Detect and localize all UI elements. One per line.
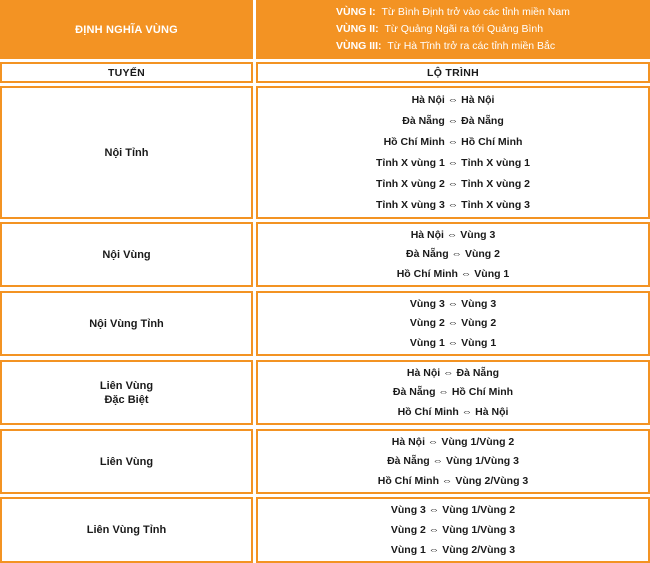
route-group-name [0,497,253,563]
route-group-name [0,360,253,425]
route-group-label: Liên Vùng [99,455,154,468]
route-item: Vùng 3 ⇔ Vùng 3 [409,297,497,310]
route-group-label: Nội Vùng Tỉnh [89,317,164,330]
route-item: Hồ Chí Minh ⇔ Vùng 2/Vùng 3 [377,475,529,488]
route-item: Đà Nẵng ⇔ Hồ Chí Minh [392,386,514,399]
route-item: Vùng 2 ⇔ Vùng 1/Vùng 3 [390,524,516,536]
route-item: Đà Nẵng ⇔ Vùng 1/Vùng 3 [387,455,519,468]
column-header-itinerary-label: LỘ TRÌNH [427,66,479,79]
route-list [256,86,650,219]
route-item: Vùng 1 ⇔ Vùng 1 [409,337,497,350]
route-list [256,497,650,563]
route-item: Hồ Chí Minh ⇔ Vùng 1 [396,268,510,281]
region-def-3 [336,38,650,55]
column-header-itinerary [256,62,650,83]
route-item: Vùng 1 ⇔ Vùng 2/Vùng 3 [390,544,516,556]
route-item: Đà Nẵng ⇔ Vùng 2 [406,248,500,261]
region-def-2 [336,21,650,38]
header-title-cell [0,0,253,59]
region-def-text: Từ Hà Tĩnh trở ra các tỉnh miền Bắc [387,40,556,52]
region-def-label: VÙNG II: [336,23,379,35]
route-item: Tỉnh X vùng 2 ⇔ Tỉnh X vùng 2 [375,177,530,190]
route-item: Hà Nội ⇔ Hà Nội [411,94,495,107]
route-group-label: Liên Vùng [99,379,154,392]
header-title: ĐỊNH NGHĨA VÙNG [75,23,178,36]
route-item: Hà Nội ⇔ Vùng 3 [410,228,496,241]
region-def-1 [336,4,650,21]
route-list [256,291,650,356]
region-def-label: VÙNG I: [336,6,376,18]
route-item: Vùng 2 ⇔ Vùng 2 [409,317,497,330]
route-item: Hồ Chí Minh ⇔ Hồ Chí Minh [383,136,523,149]
region-definitions [256,0,650,59]
route-item: Hà Nội ⇔ Vùng 1/Vùng 2 [391,435,515,448]
column-header-route [0,62,253,83]
route-group-name [0,429,253,494]
region-def-label: VÙNG III: [336,40,382,52]
route-group-name [0,222,253,287]
route-list [256,429,650,494]
route-group-label-line2: Đặc Biệt [104,393,149,406]
route-item: Vùng 3 ⇔ Vùng 1/Vùng 2 [390,504,516,516]
column-header-route-label: TUYẾN [107,66,146,79]
region-def-text: Từ Bình Định trở vào các tỉnh miền Nam [381,6,570,18]
route-item: Hồ Chí Minh ⇔ Hà Nội [397,406,509,419]
route-group-label: Liên Vùng Tỉnh [86,524,167,536]
route-item: Tỉnh X vùng 1 ⇔ Tỉnh X vùng 1 [375,156,530,169]
region-def-text: Từ Quảng Ngãi ra tới Quảng Bình [384,23,544,35]
route-group-label: Nội Tỉnh [104,146,149,159]
route-list [256,360,650,425]
route-group-label: Nội Vùng [102,248,151,261]
route-group-name [0,86,253,219]
route-item: Hà Nội ⇔ Đà Nẵng [406,366,500,379]
route-group-name [0,291,253,356]
route-item: Đà Nẵng ⇔ Đà Nẵng [402,115,504,128]
route-list [256,222,650,287]
route-item: Tỉnh X vùng 3 ⇔ Tỉnh X vùng 3 [375,198,530,211]
